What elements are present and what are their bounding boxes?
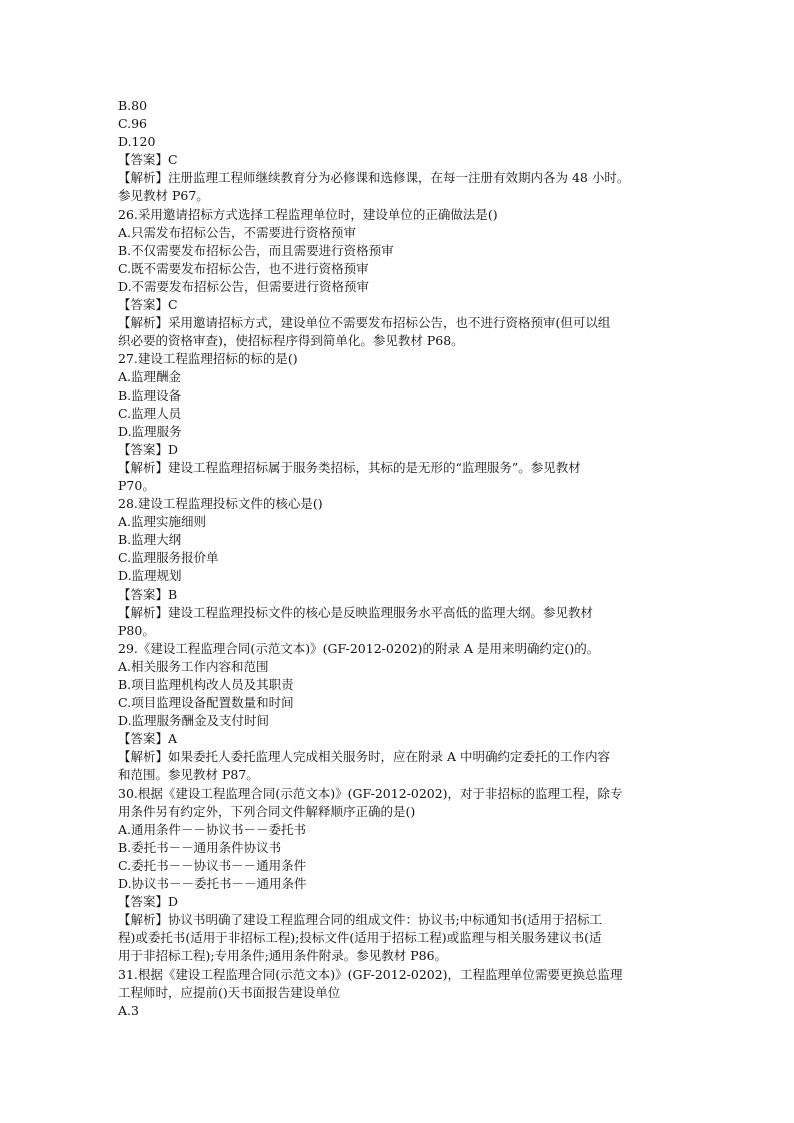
- text-line: 30.根据《建设工程监理合同(示范文本)》(GF-2012-0202)，对于非招标的监理工程，除专: [118, 785, 623, 801]
- text-line: D.120: [118, 134, 156, 150]
- text-line: B.委托书－－通用条件协议书: [118, 839, 282, 855]
- text-line: 【答案】C: [118, 152, 178, 168]
- text-line: 织必要的资格审查)，使招标程序得到简单化。参见教材 P68。: [118, 333, 464, 349]
- text-line: A.只需发布招标公告，不需要进行资格预审: [118, 224, 357, 240]
- text-line: 用于非招标工程);专用条件;通用条件附录。参见教材 P86。: [118, 948, 448, 964]
- text-line: C.监理人员: [118, 405, 182, 421]
- text-line: B.监理大纲: [118, 532, 182, 548]
- text-line: 用条件另有约定外，下列合同文件解释顺序正确的是(): [118, 803, 416, 819]
- text-line: P80。: [118, 622, 155, 638]
- text-line: 工程师时，应提前()天书面报告建设单位: [118, 984, 341, 1000]
- text-line: 参见教材 P67。: [118, 188, 209, 204]
- text-line: D.监理服务: [118, 423, 182, 439]
- text-line: 26.采用邀请招标方式选择工程监理单位时，建设单位的正确做法是(): [118, 206, 498, 222]
- text-line: D.监理规划: [118, 568, 182, 584]
- text-line: D.不需要发布招标公告，但需要进行资格预审: [118, 278, 370, 294]
- text-line: 27.建设工程监理招标的标的是(): [118, 351, 298, 367]
- text-line: 【答案】A: [118, 731, 178, 747]
- text-line: B.项目监理机构改人员及其职责: [118, 677, 294, 692]
- text-line: 【答案】D: [118, 441, 179, 457]
- text-line: A.监理酬金: [118, 369, 182, 385]
- text-line: 【解析】采用邀请招标方式，建设单位不需要发布招标公告，也不进行资格预审(但可以组: [118, 315, 611, 331]
- text-line: B.80: [118, 98, 148, 113]
- text-line: 【解析】建设工程监理投标文件的核心是反映监理服务水平高低的监理大纲。参见教材: [118, 604, 594, 620]
- text-line: 【答案】B: [118, 586, 178, 602]
- text-line: C.既不需要发布招标公告，也不进行资格预审: [118, 260, 369, 276]
- text-line: D.监理服务酬金及支付时间: [118, 713, 270, 729]
- text-line: 【解析】建设工程监理招标属于服务类招标，其标的是无形的“监理服务”。参见教材: [118, 459, 581, 475]
- text-line: B.监理设备: [118, 387, 182, 403]
- text-line: 【解析】协议书明确了建设工程监理合同的组成文件：协议书;中标通知书(适用于招标工: [118, 912, 603, 928]
- text-line: B.不仅需要发布招标公告，而且需要进行资格预审: [118, 242, 394, 258]
- text-line: 【解析】如果委托人委托监理人完成相关服务时，应在附录 A 中明确约定委托的工作内容: [118, 749, 610, 765]
- document-body: [118, 97, 718, 1020]
- text-line: P70。: [118, 477, 155, 493]
- text-line: 29.《建设工程监理合同(示范文本)》(GF-2012-0202)的附录 A 是用来明确约定()的。: [118, 640, 600, 656]
- text-line: C.委托书－－协议书－－通用条件: [118, 857, 307, 873]
- text-line: 31.根据《建设工程监理合同(示范文本)》(GF-2012-0202)，工程监理单位需要更换总监理: [118, 966, 623, 982]
- text-line: 程)或委托书(适用于非招标工程);投标文件(适用于招标工程)或监理与相关服务建议书(适: [118, 930, 602, 946]
- text-line: 28.建设工程监理投标文件的核心是(): [118, 496, 323, 512]
- text-line: 【解析】注册监理工程师继续教育分为必修课和选修课，在每一注册有效期内各为 48 小时。: [118, 170, 630, 186]
- text-line: 和范围。参见教材 P87。: [118, 767, 259, 783]
- text-line: C.监理服务报价单: [118, 550, 219, 566]
- text-line: 【答案】D: [118, 894, 179, 910]
- text-line: C.项目监理设备配置数量和时间: [118, 695, 294, 711]
- text-line: 【答案】C: [118, 297, 178, 313]
- text-line: A.监理实施细则: [118, 514, 207, 530]
- text-line: C.96: [118, 116, 147, 132]
- text-line: A.通用条件－－协议书－－委托书: [118, 821, 307, 837]
- text-line: A.相关服务工作内容和范围: [118, 658, 269, 674]
- text-line: D.协议书－－委托书－－通用条件: [118, 876, 307, 892]
- text-line: A.3: [118, 1002, 139, 1018]
